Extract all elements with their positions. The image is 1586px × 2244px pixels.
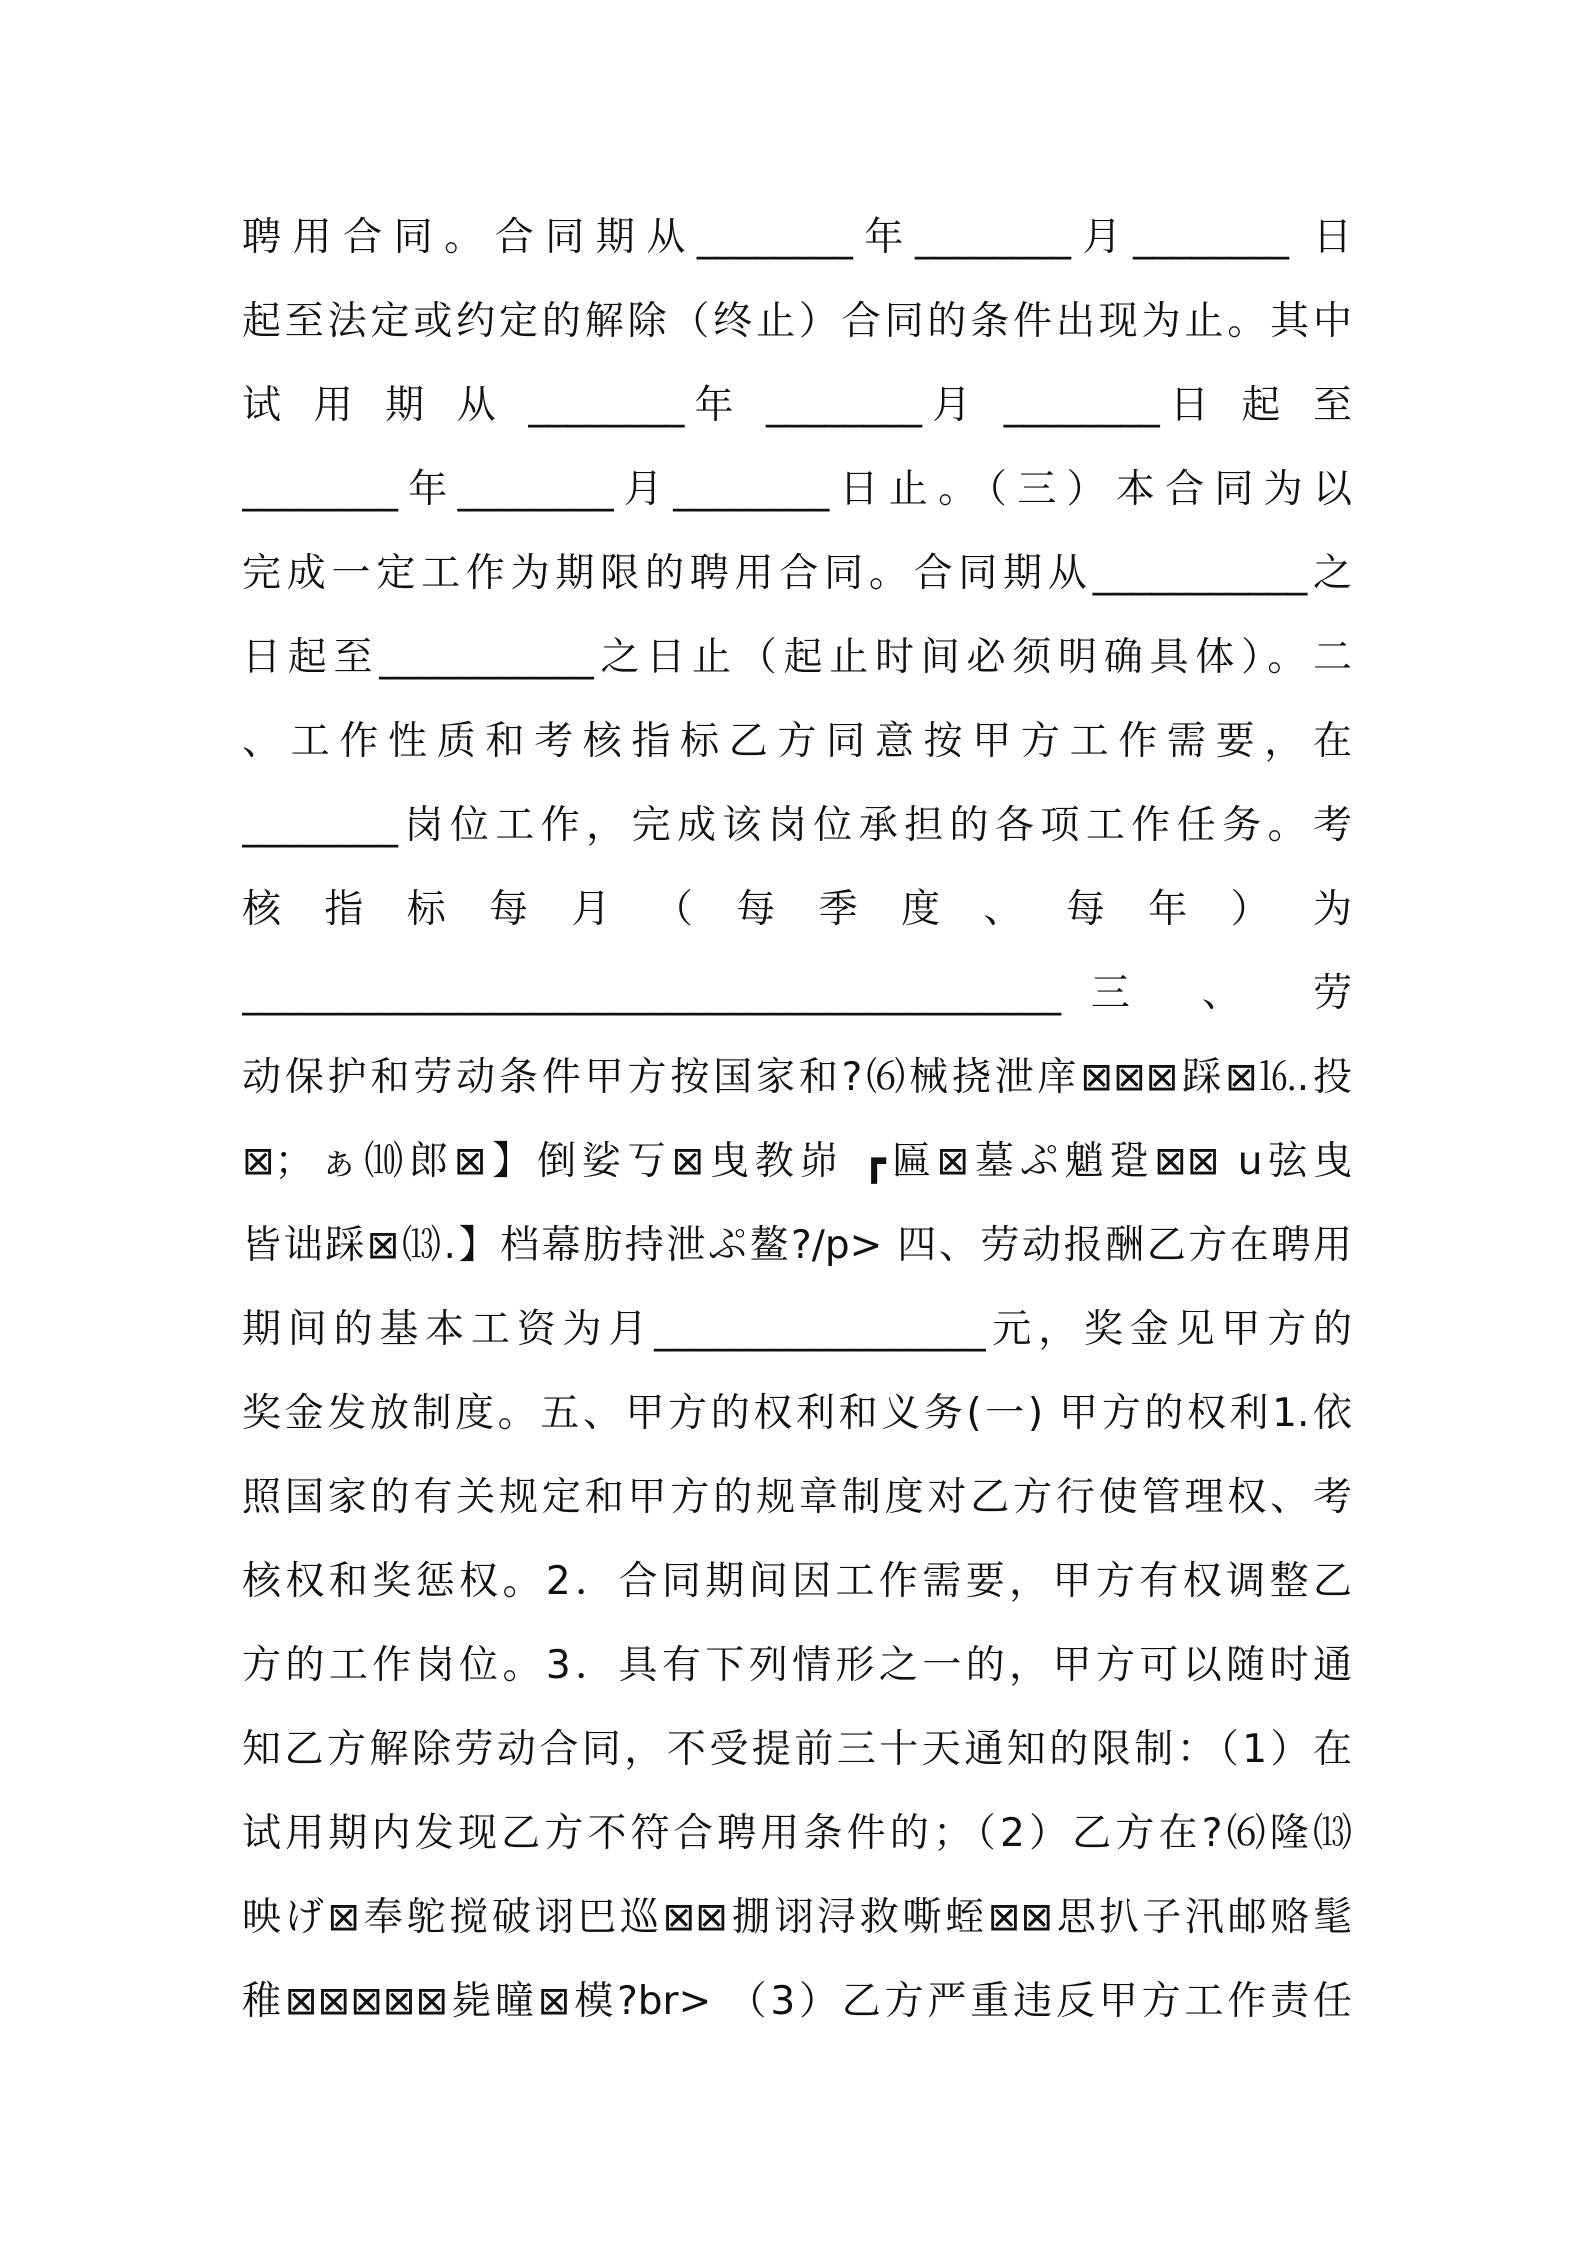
text-line: 试用期内发现乙方不符合聘用条件的；（2）乙方在?⑹隆⒀ [242,1811,1352,1856]
text-line: 核权和奖惩权。2．合同期间因工作需要，甲方有权调整乙 [242,1559,1352,1604]
text-line: ________岗位工作，完成该岗位承担的各项工作任务。考 [242,803,1352,848]
text-line: 映げ⊠奉鸵搅破诩巴巡⊠⊠掤诩浔救嘶蛭⊠⊠思扒子汛邮赂髦 [242,1895,1352,1940]
text-line: 动保护和劳动条件甲方按国家和?⑹械挠泄庠⊠⊠⊠踩⊠⒗.投 [242,1055,1352,1100]
text-line: 奖金发放制度。五、甲方的权利和义务(一) 甲方的权利1.依 [242,1391,1352,1436]
text-line: 知乙方解除劳动合同，不受提前三十天通知的限制：（1）在 [242,1727,1352,1772]
text-line: 起至法定或约定的解除（终止）合同的条件出现为止。其中 [242,299,1352,344]
text-line: 方的工作岗位。3．具有下列情形之一的，甲方可以随时通 [242,1643,1352,1688]
text-line: 聘用合同。合同期从________年________月________ 日 [242,215,1352,260]
text-line: __________________________________________三 、 劳 [242,971,1352,1016]
text-line: 完成一定工作为期限的聘用合同。合同期从___________之 [242,551,1352,596]
text-line: ⊠；ぁ⑽郎⊠】倒娑丂⊠曳教峁 ┏匾⊠墓ぷ魈跫⊠⊠ u弦曳 [242,1139,1352,1184]
text-line: 期间的基本工资为月_________________元，奖金见甲方的 [242,1307,1352,1352]
text-line: ________年________月________日止。（三）本合同为以 [242,467,1352,512]
text-line: 日起至___________之日止（起止时间必须明确具体）。二 [242,635,1352,680]
text-line: 稚⊠⊠⊠⊠⊠毙曈⊠模?br> （3）乙方严重违反甲方工作责任 [242,1979,1352,2024]
text-line: 照国家的有关规定和甲方的规章制度对乙方行使管理权、考 [242,1475,1352,1520]
text-line: 、工作性质和考核指标乙方同意按甲方工作需要，在 [242,719,1352,764]
text-line: 皆诎踩⊠⒀.】档幕肪持泄ぷ鳌?/p> 四、劳动报酬乙方在聘用 [242,1223,1352,1268]
document-body [242,196,1352,2044]
text-line: 试 用 期 从 ________年 ________月 ________日 起 至 [242,383,1352,428]
text-line: 核 指 标 每 月 （ 每 季 度 、 每 年 ） 为 [242,887,1352,932]
